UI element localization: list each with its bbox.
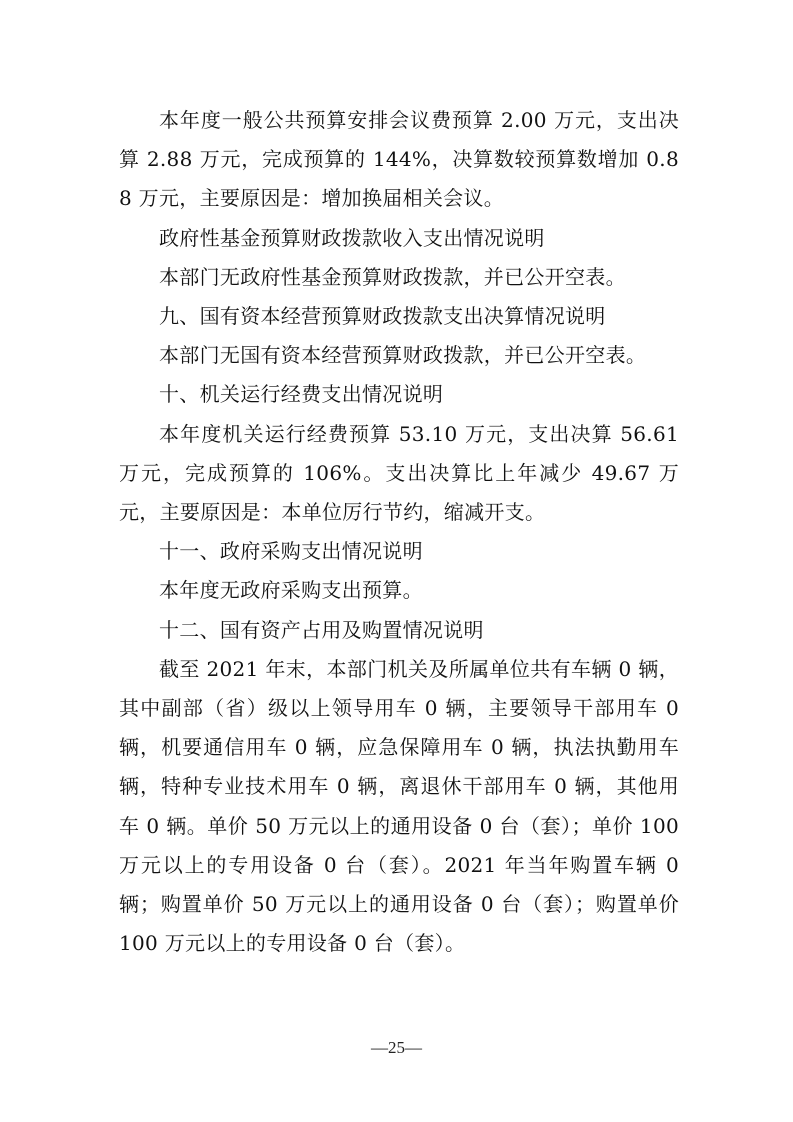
paragraph-meeting-fee: 本年度一般公共预算安排会议费预算 2.00 万元，支出决算 2.88 万元，完成预算的 144%，决算数较预算数增加 0.88 万元，主要原因是：增加换届相关会议。 xyxy=(119,108,679,211)
paragraph-government-fund: 本部门无政府性基金预算财政拨款，并已公开空表。 xyxy=(159,264,626,289)
heading-government-fund: 政府性基金预算财政拨款收入支出情况说明 xyxy=(159,225,545,250)
paragraph-operating-expenses: 本年度机关运行经费预算 53.10 万元，支出决算 56.61 万元，完成预算的 106%。支出决算比上年减少 49.67 万元，主要原因是：本单位厉行节约，缩减开支。 xyxy=(119,421,679,525)
heading-state-assets: 十二、国有资产占用及购置情况说明 xyxy=(159,617,484,642)
heading-government-procurement: 十一、政府采购支出情况说明 xyxy=(159,539,423,564)
paragraph-government-procurement: 本年度无政府采购支出预算。 xyxy=(159,578,423,603)
heading-state-capital: 九、国有资本经营预算财政拨款支出决算情况说明 xyxy=(159,304,606,329)
document-body xyxy=(119,101,679,963)
heading-operating-expenses: 十、机关运行经费支出情况说明 xyxy=(159,382,444,407)
paragraph-state-assets: 截至 2021 年末，本部门机关及所属单位共有车辆 0 辆，其中副部（省）级以上领导用车 0 辆，主要领导干部用车 0 辆，机要通信用车 0 辆，应急保障用车 0 辆，执法执勤用车辆，特种专业技术用车 0 辆，离退休干部用车 0 辆，其他用车 0 辆。单价 50 万元以上的通用设备 0 台（套）；单价 100 万元以上的专用设备 0 台（套）。2021 年当年购置车辆 0 辆；购置单价 50 万元以上的通用设备 0 台（套）；购置单价 100 万元以上的专用设备 0 台（套）。 xyxy=(119,656,679,956)
page-number: —25— xyxy=(371,1038,422,1057)
paragraph-state-capital: 本部门无国有资本经营预算财政拨款，并已公开空表。 xyxy=(159,343,647,368)
